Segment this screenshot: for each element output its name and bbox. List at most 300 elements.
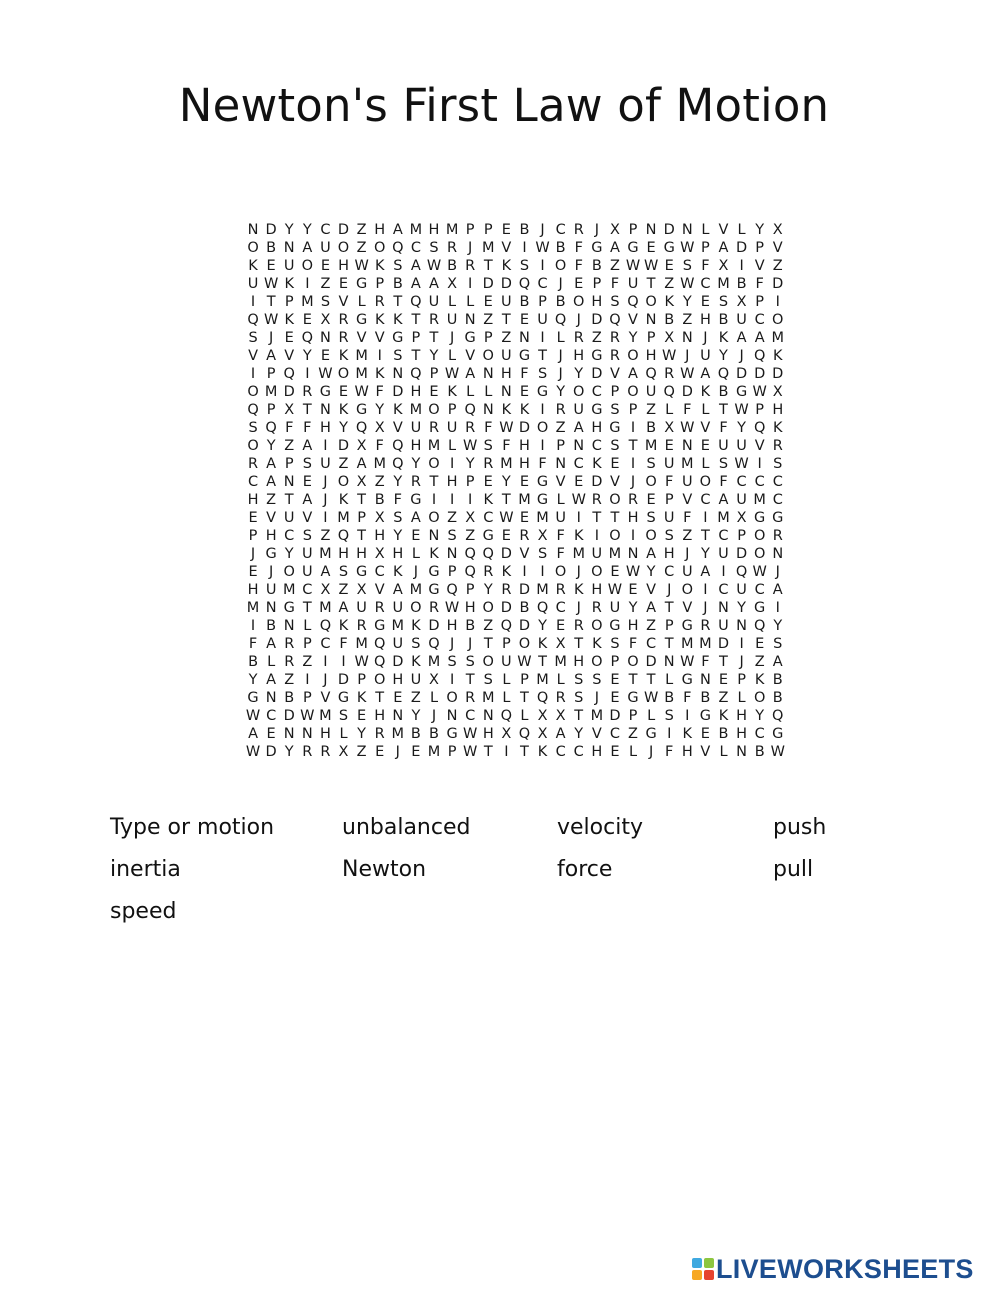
grid-letter[interactable]: A bbox=[338, 600, 349, 616]
grid-letter[interactable]: G bbox=[446, 726, 458, 742]
grid-letter[interactable]: O bbox=[591, 654, 603, 670]
grid-letter[interactable]: G bbox=[464, 330, 476, 346]
grid-letter[interactable]: M bbox=[246, 600, 260, 616]
grid-letter[interactable]: A bbox=[410, 510, 421, 526]
grid-letter[interactable]: H bbox=[736, 708, 748, 724]
grid-letter[interactable]: H bbox=[482, 726, 494, 742]
grid-letter[interactable]: G bbox=[355, 312, 368, 328]
grid-letter[interactable]: P bbox=[447, 564, 457, 580]
grid-letter[interactable]: I bbox=[305, 276, 310, 292]
grid-letter[interactable]: G bbox=[663, 240, 675, 256]
grid-letter[interactable]: F bbox=[303, 420, 312, 436]
grid-letter[interactable]: W bbox=[662, 348, 677, 364]
grid-letter[interactable]: Y bbox=[682, 294, 692, 310]
grid-letter[interactable]: O bbox=[428, 456, 440, 472]
grid-letter[interactable]: X bbox=[501, 726, 512, 742]
grid-letter[interactable]: E bbox=[483, 474, 493, 490]
grid-letter[interactable]: A bbox=[302, 438, 313, 454]
grid-letter[interactable]: R bbox=[627, 492, 639, 508]
grid-letter[interactable]: U bbox=[736, 582, 747, 598]
grid-letter[interactable]: E bbox=[338, 384, 349, 400]
grid-letter[interactable]: T bbox=[719, 402, 728, 418]
grid-letter[interactable]: Z bbox=[483, 618, 494, 634]
grid-letter[interactable]: V bbox=[555, 474, 566, 490]
grid-letter[interactable]: A bbox=[392, 222, 403, 238]
word-search-grid[interactable] bbox=[244, 221, 788, 761]
grid-letter[interactable]: F bbox=[719, 474, 728, 490]
grid-letter[interactable]: G bbox=[591, 348, 603, 364]
grid-letter[interactable]: X bbox=[465, 510, 476, 526]
grid-letter[interactable]: X bbox=[772, 222, 783, 238]
grid-letter[interactable]: J bbox=[558, 348, 563, 364]
grid-letter[interactable]: M bbox=[500, 456, 513, 472]
grid-letter[interactable]: B bbox=[519, 222, 530, 238]
grid-letter[interactable]: J bbox=[269, 564, 274, 580]
grid-letter[interactable]: P bbox=[411, 330, 421, 346]
grid-letter[interactable]: Z bbox=[718, 690, 729, 706]
grid-letter[interactable]: Q bbox=[500, 708, 513, 724]
grid-letter[interactable]: G bbox=[754, 600, 766, 616]
grid-letter[interactable]: A bbox=[429, 276, 439, 292]
grid-letter[interactable]: W bbox=[300, 708, 315, 724]
grid-letter[interactable]: D bbox=[591, 474, 603, 490]
grid-letter[interactable]: Y bbox=[719, 348, 728, 364]
grid-letter[interactable]: X bbox=[537, 708, 548, 724]
grid-letter[interactable]: N bbox=[319, 330, 331, 346]
grid-letter[interactable]: H bbox=[446, 474, 458, 490]
grid-letter[interactable]: X bbox=[284, 402, 295, 418]
grid-letter[interactable]: E bbox=[248, 510, 258, 526]
grid-letter[interactable]: N bbox=[718, 600, 729, 616]
grid-letter[interactable]: T bbox=[411, 348, 421, 364]
grid-letter[interactable]: Y bbox=[773, 618, 783, 634]
grid-letter[interactable]: T bbox=[483, 636, 493, 652]
grid-letter[interactable]: C bbox=[247, 474, 259, 490]
grid-letter[interactable]: I bbox=[431, 492, 437, 508]
grid-letter[interactable]: A bbox=[754, 330, 765, 346]
grid-letter[interactable]: V bbox=[374, 582, 385, 598]
grid-letter[interactable]: I bbox=[576, 510, 581, 526]
grid-letter[interactable]: C bbox=[320, 636, 331, 652]
grid-letter[interactable]: K bbox=[338, 348, 349, 364]
grid-letter[interactable]: H bbox=[338, 546, 349, 562]
grid-letter[interactable]: U bbox=[591, 546, 603, 562]
grid-letter[interactable]: Z bbox=[646, 402, 657, 418]
grid-letter[interactable]: M bbox=[554, 654, 567, 670]
grid-letter[interactable]: E bbox=[610, 744, 620, 760]
grid-letter[interactable]: P bbox=[646, 330, 656, 346]
grid-letter[interactable]: I bbox=[594, 528, 599, 544]
grid-letter[interactable]: P bbox=[664, 492, 674, 508]
grid-letter[interactable]: H bbox=[519, 438, 530, 454]
grid-letter[interactable]: G bbox=[428, 564, 440, 580]
grid-letter[interactable]: Z bbox=[609, 258, 620, 274]
grid-letter[interactable]: C bbox=[555, 600, 566, 616]
grid-letter[interactable]: J bbox=[576, 600, 581, 616]
grid-letter[interactable]: J bbox=[468, 636, 473, 652]
grid-letter[interactable]: A bbox=[772, 654, 783, 670]
grid-letter[interactable]: Y bbox=[393, 528, 403, 544]
grid-letter[interactable]: G bbox=[627, 240, 639, 256]
grid-letter[interactable]: K bbox=[429, 546, 439, 562]
grid-letter[interactable]: L bbox=[628, 744, 638, 760]
grid-letter[interactable]: H bbox=[464, 600, 476, 616]
grid-letter[interactable]: S bbox=[393, 510, 403, 526]
grid-letter[interactable]: J bbox=[775, 564, 780, 580]
grid-letter[interactable]: P bbox=[755, 294, 765, 310]
grid-letter[interactable]: S bbox=[393, 258, 403, 274]
grid-letter[interactable]: N bbox=[247, 222, 259, 238]
grid-letter[interactable]: G bbox=[627, 690, 639, 706]
grid-letter[interactable]: W bbox=[263, 276, 279, 292]
grid-letter[interactable]: S bbox=[610, 636, 620, 652]
grid-letter[interactable]: I bbox=[540, 564, 545, 580]
grid-letter[interactable]: S bbox=[302, 528, 312, 544]
grid-letter[interactable]: N bbox=[627, 546, 639, 562]
grid-letter[interactable]: W bbox=[625, 564, 641, 580]
grid-letter[interactable]: F bbox=[375, 438, 384, 454]
grid-letter[interactable]: U bbox=[501, 294, 512, 310]
grid-letter[interactable]: P bbox=[375, 276, 385, 292]
grid-letter[interactable]: S bbox=[773, 456, 783, 472]
grid-letter[interactable]: N bbox=[681, 222, 693, 238]
grid-letter[interactable]: T bbox=[429, 474, 439, 490]
grid-letter[interactable]: H bbox=[772, 402, 784, 418]
grid-letter[interactable]: Q bbox=[627, 294, 639, 310]
grid-letter[interactable]: G bbox=[609, 420, 621, 436]
grid-letter[interactable]: A bbox=[700, 564, 711, 580]
grid-letter[interactable]: Y bbox=[411, 456, 421, 472]
grid-letter[interactable]: W bbox=[643, 690, 659, 706]
grid-letter[interactable]: Q bbox=[500, 618, 513, 634]
grid-letter[interactable]: M bbox=[753, 492, 766, 508]
grid-letter[interactable]: D bbox=[392, 384, 404, 400]
grid-letter[interactable]: W bbox=[354, 258, 369, 274]
grid-letter[interactable]: O bbox=[482, 348, 494, 364]
grid-letter[interactable]: O bbox=[247, 438, 259, 454]
grid-letter[interactable]: H bbox=[410, 438, 422, 454]
grid-letter[interactable]: X bbox=[664, 330, 675, 346]
grid-letter[interactable]: T bbox=[266, 294, 276, 310]
grid-letter[interactable]: S bbox=[610, 402, 620, 418]
grid-letter[interactable]: R bbox=[447, 240, 458, 256]
grid-letter[interactable]: M bbox=[409, 222, 423, 238]
grid-letter[interactable]: G bbox=[392, 330, 404, 346]
grid-letter[interactable]: X bbox=[429, 672, 439, 688]
grid-letter[interactable]: S bbox=[610, 294, 620, 310]
grid-letter[interactable]: Z bbox=[447, 510, 458, 526]
grid-letter[interactable]: K bbox=[501, 402, 512, 418]
grid-letter[interactable]: T bbox=[664, 600, 674, 616]
grid-letter[interactable]: B bbox=[519, 600, 530, 616]
grid-letter[interactable]: C bbox=[555, 222, 566, 238]
grid-letter[interactable]: D bbox=[735, 366, 748, 382]
grid-letter[interactable]: O bbox=[337, 366, 350, 382]
grid-letter[interactable]: F bbox=[538, 456, 547, 472]
grid-letter[interactable]: Q bbox=[464, 546, 476, 562]
grid-letter[interactable]: L bbox=[303, 618, 312, 634]
grid-letter[interactable]: Q bbox=[410, 366, 422, 382]
grid-letter[interactable]: E bbox=[574, 474, 584, 490]
grid-letter[interactable]: X bbox=[736, 294, 747, 310]
grid-letter[interactable]: B bbox=[465, 618, 476, 634]
grid-letter[interactable]: C bbox=[266, 708, 277, 724]
grid-letter[interactable]: V bbox=[519, 546, 530, 562]
grid-letter[interactable]: N bbox=[301, 726, 313, 742]
grid-letter[interactable]: G bbox=[699, 708, 712, 724]
grid-letter[interactable]: I bbox=[522, 564, 527, 580]
grid-letter[interactable]: C bbox=[284, 528, 295, 544]
grid-letter[interactable]: Q bbox=[283, 366, 295, 382]
grid-letter[interactable]: Q bbox=[482, 546, 494, 562]
grid-letter[interactable]: B bbox=[555, 294, 566, 310]
grid-letter[interactable]: G bbox=[772, 726, 784, 742]
grid-letter[interactable]: T bbox=[357, 492, 367, 508]
grid-letter[interactable]: X bbox=[320, 312, 331, 328]
grid-letter[interactable]: V bbox=[609, 474, 620, 490]
grid-letter[interactable]: T bbox=[302, 600, 312, 616]
grid-letter[interactable]: F bbox=[393, 492, 402, 508]
grid-letter[interactable]: J bbox=[594, 690, 599, 706]
grid-letter[interactable]: D bbox=[772, 276, 784, 292]
grid-letter[interactable]: M bbox=[282, 582, 296, 598]
grid-letter[interactable]: W bbox=[535, 240, 550, 256]
grid-letter[interactable]: U bbox=[446, 420, 458, 436]
grid-letter[interactable]: I bbox=[504, 744, 509, 760]
grid-letter[interactable]: Z bbox=[646, 618, 657, 634]
grid-letter[interactable]: F bbox=[665, 744, 674, 760]
grid-letter[interactable]: O bbox=[482, 600, 494, 616]
grid-letter[interactable]: W bbox=[354, 654, 369, 670]
grid-letter[interactable]: D bbox=[735, 546, 748, 562]
grid-letter[interactable]: O bbox=[428, 402, 440, 418]
grid-letter[interactable]: A bbox=[266, 456, 277, 472]
grid-letter[interactable]: O bbox=[645, 528, 657, 544]
grid-letter[interactable]: G bbox=[681, 672, 693, 688]
grid-letter[interactable]: X bbox=[320, 582, 331, 598]
grid-letter[interactable]: I bbox=[250, 294, 256, 310]
grid-letter[interactable]: J bbox=[323, 474, 328, 490]
grid-letter[interactable]: E bbox=[320, 348, 330, 364]
grid-letter[interactable]: X bbox=[338, 744, 349, 760]
grid-letter[interactable]: T bbox=[538, 654, 547, 670]
grid-letter[interactable]: S bbox=[646, 456, 656, 472]
grid-letter[interactable]: Q bbox=[772, 708, 784, 724]
grid-letter[interactable]: D bbox=[265, 744, 277, 760]
grid-letter[interactable]: R bbox=[664, 366, 675, 382]
grid-letter[interactable]: C bbox=[591, 438, 602, 454]
grid-letter[interactable]: T bbox=[375, 690, 385, 706]
grid-letter[interactable]: H bbox=[392, 546, 404, 562]
grid-letter[interactable]: D bbox=[283, 708, 295, 724]
grid-letter[interactable]: B bbox=[284, 690, 295, 706]
grid-letter[interactable]: Y bbox=[501, 474, 511, 490]
grid-letter[interactable]: K bbox=[284, 312, 294, 328]
grid-letter[interactable]: I bbox=[540, 258, 545, 274]
grid-letter[interactable]: P bbox=[501, 636, 511, 652]
grid-letter[interactable]: C bbox=[374, 564, 385, 580]
grid-letter[interactable]: L bbox=[556, 492, 565, 508]
grid-letter[interactable]: U bbox=[645, 384, 657, 400]
grid-letter[interactable]: W bbox=[263, 312, 279, 328]
grid-letter[interactable]: S bbox=[411, 636, 421, 652]
grid-letter[interactable]: R bbox=[465, 690, 476, 706]
grid-letter[interactable]: V bbox=[266, 510, 277, 526]
grid-letter[interactable]: R bbox=[374, 726, 385, 742]
grid-letter[interactable]: D bbox=[518, 582, 531, 598]
grid-letter[interactable]: F bbox=[755, 276, 764, 292]
grid-letter[interactable]: D bbox=[754, 366, 766, 382]
grid-letter[interactable]: N bbox=[645, 312, 657, 328]
grid-letter[interactable]: E bbox=[302, 474, 312, 490]
grid-letter[interactable]: K bbox=[411, 654, 421, 670]
grid-letter[interactable]: K bbox=[592, 456, 602, 472]
grid-letter[interactable]: N bbox=[772, 546, 784, 562]
grid-letter[interactable]: J bbox=[739, 654, 744, 670]
grid-letter[interactable]: W bbox=[444, 600, 460, 616]
grid-letter[interactable]: X bbox=[374, 510, 385, 526]
grid-letter[interactable]: U bbox=[356, 600, 367, 616]
grid-letter[interactable]: O bbox=[681, 582, 693, 598]
grid-letter[interactable]: I bbox=[721, 564, 726, 580]
grid-letter[interactable]: P bbox=[737, 528, 746, 544]
grid-letter[interactable]: H bbox=[663, 546, 675, 562]
grid-letter[interactable]: W bbox=[463, 438, 478, 454]
grid-letter[interactable]: M bbox=[536, 582, 549, 598]
grid-letter[interactable]: K bbox=[338, 492, 349, 508]
grid-letter[interactable]: L bbox=[448, 294, 457, 310]
grid-letter[interactable]: D bbox=[609, 708, 621, 724]
grid-letter[interactable]: H bbox=[374, 708, 386, 724]
grid-letter[interactable]: I bbox=[468, 492, 473, 508]
grid-letter[interactable]: R bbox=[501, 582, 512, 598]
grid-letter[interactable]: R bbox=[248, 456, 259, 472]
grid-letter[interactable]: Y bbox=[284, 744, 294, 760]
grid-letter[interactable]: U bbox=[446, 312, 458, 328]
grid-letter[interactable]: G bbox=[247, 690, 259, 706]
grid-letter[interactable]: E bbox=[501, 222, 511, 238]
grid-letter[interactable]: R bbox=[284, 636, 295, 652]
grid-letter[interactable]: S bbox=[447, 654, 457, 670]
grid-letter[interactable]: M bbox=[536, 672, 549, 688]
grid-letter[interactable]: P bbox=[610, 384, 620, 400]
grid-letter[interactable]: U bbox=[718, 438, 729, 454]
grid-letter[interactable]: Y bbox=[284, 222, 294, 238]
grid-letter[interactable]: F bbox=[502, 438, 511, 454]
grid-letter[interactable]: G bbox=[337, 690, 350, 706]
grid-letter[interactable]: R bbox=[320, 744, 331, 760]
grid-letter[interactable]: D bbox=[518, 420, 531, 436]
grid-letter[interactable]: E bbox=[429, 384, 439, 400]
grid-letter[interactable]: I bbox=[468, 276, 473, 292]
grid-letter[interactable]: O bbox=[301, 258, 314, 274]
grid-letter[interactable]: M bbox=[373, 456, 386, 472]
grid-letter[interactable]: R bbox=[519, 528, 530, 544]
grid-letter[interactable]: Q bbox=[247, 402, 259, 418]
grid-letter[interactable]: B bbox=[772, 690, 783, 706]
grid-letter[interactable]: B bbox=[772, 672, 783, 688]
grid-letter[interactable]: N bbox=[392, 366, 404, 382]
grid-letter[interactable]: N bbox=[736, 618, 747, 634]
grid-letter[interactable]: T bbox=[483, 258, 493, 274]
grid-letter[interactable]: C bbox=[591, 384, 602, 400]
grid-letter[interactable]: R bbox=[555, 402, 566, 418]
grid-letter[interactable]: F bbox=[285, 420, 294, 436]
grid-letter[interactable]: H bbox=[338, 258, 349, 274]
grid-letter[interactable]: K bbox=[501, 564, 512, 580]
grid-letter[interactable]: J bbox=[449, 330, 455, 346]
grid-letter[interactable]: J bbox=[648, 744, 654, 760]
grid-letter[interactable]: E bbox=[357, 708, 367, 724]
grid-letter[interactable]: C bbox=[537, 276, 548, 292]
grid-letter[interactable]: H bbox=[428, 222, 440, 238]
grid-letter[interactable]: E bbox=[519, 312, 530, 328]
grid-letter[interactable]: I bbox=[449, 492, 455, 508]
grid-letter[interactable]: O bbox=[753, 528, 766, 544]
grid-letter[interactable]: P bbox=[357, 510, 366, 526]
grid-letter[interactable]: K bbox=[573, 528, 584, 544]
grid-letter[interactable]: M bbox=[409, 402, 423, 418]
grid-letter[interactable]: P bbox=[447, 402, 457, 418]
grid-letter[interactable]: R bbox=[573, 618, 584, 634]
grid-letter[interactable]: X bbox=[356, 582, 367, 598]
grid-letter[interactable]: M bbox=[409, 582, 423, 598]
grid-letter[interactable]: K bbox=[682, 726, 693, 742]
grid-letter[interactable]: A bbox=[410, 258, 421, 274]
grid-letter[interactable]: C bbox=[555, 744, 566, 760]
grid-letter[interactable]: N bbox=[265, 690, 277, 706]
grid-letter[interactable]: C bbox=[664, 564, 675, 580]
grid-letter[interactable]: E bbox=[628, 582, 638, 598]
grid-letter[interactable]: D bbox=[518, 618, 531, 634]
grid-letter[interactable]: H bbox=[446, 618, 458, 634]
grid-letter[interactable]: O bbox=[645, 474, 657, 490]
grid-letter[interactable]: V bbox=[754, 438, 765, 454]
grid-letter[interactable]: O bbox=[627, 654, 639, 670]
grid-letter[interactable]: G bbox=[754, 510, 766, 526]
grid-letter[interactable]: S bbox=[592, 672, 602, 688]
grid-letter[interactable]: P bbox=[592, 276, 602, 292]
grid-letter[interactable]: Q bbox=[536, 600, 549, 616]
grid-letter[interactable]: N bbox=[663, 654, 675, 670]
grid-letter[interactable]: M bbox=[482, 240, 495, 256]
grid-letter[interactable]: T bbox=[284, 492, 294, 508]
grid-letter[interactable]: E bbox=[718, 672, 729, 688]
grid-letter[interactable]: L bbox=[701, 456, 710, 472]
grid-letter[interactable]: Y bbox=[737, 420, 746, 436]
grid-letter[interactable]: R bbox=[465, 420, 476, 436]
grid-letter[interactable]: E bbox=[610, 564, 620, 580]
grid-letter[interactable]: B bbox=[754, 744, 765, 760]
grid-letter[interactable]: R bbox=[428, 420, 440, 436]
grid-letter[interactable]: L bbox=[737, 690, 746, 706]
grid-letter[interactable]: M bbox=[572, 546, 585, 562]
grid-letter[interactable]: B bbox=[429, 726, 439, 742]
grid-letter[interactable]: E bbox=[574, 276, 584, 292]
grid-letter[interactable]: F bbox=[719, 420, 728, 436]
grid-letter[interactable]: W bbox=[752, 384, 767, 400]
grid-letter[interactable]: Z bbox=[682, 528, 693, 544]
grid-letter[interactable]: A bbox=[646, 600, 657, 616]
grid-letter[interactable]: P bbox=[628, 222, 638, 238]
grid-letter[interactable]: S bbox=[483, 438, 493, 454]
grid-letter[interactable]: L bbox=[502, 690, 511, 706]
grid-letter[interactable]: W bbox=[680, 366, 695, 382]
grid-letter[interactable]: Z bbox=[628, 726, 638, 742]
grid-letter[interactable]: Y bbox=[574, 366, 584, 382]
grid-letter[interactable]: P bbox=[538, 294, 547, 310]
grid-letter[interactable]: I bbox=[739, 258, 744, 274]
